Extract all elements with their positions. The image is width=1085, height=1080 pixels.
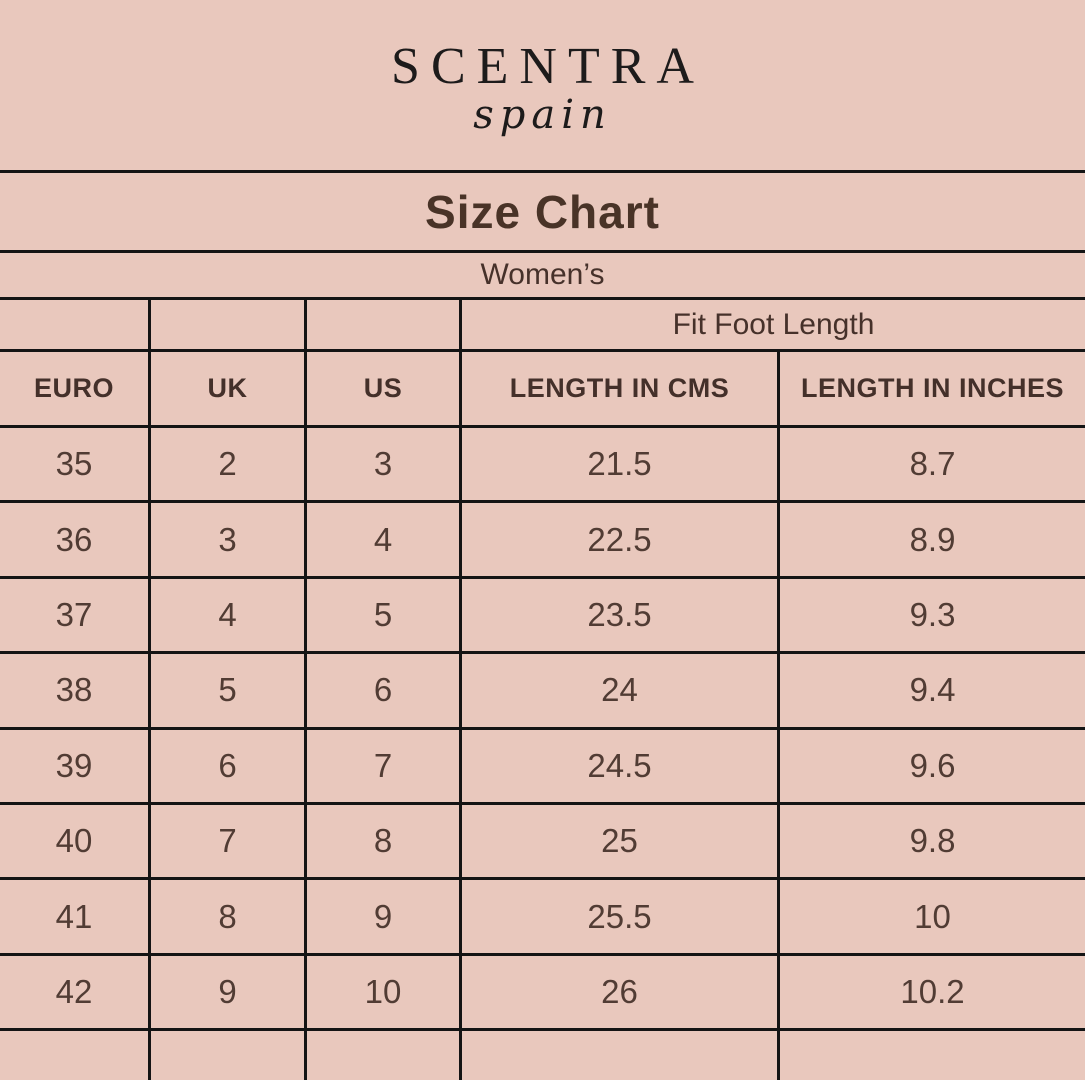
cell-uk: 2 <box>151 428 307 500</box>
col-header-uk: UK <box>151 352 307 425</box>
cell-uk: 6 <box>151 730 307 802</box>
cell-uk: 9 <box>151 956 307 1028</box>
col-header-length-cms: LENGTH IN CMS <box>462 352 780 425</box>
cell-euro: 39 <box>0 730 151 802</box>
section-subtitle: Women’s <box>480 258 605 291</box>
cell-length-inches: 9.4 <box>909 671 956 709</box>
cell-length-inches: 9.6 <box>909 746 956 784</box>
brand-tagline: spain <box>473 92 612 138</box>
cell-us: 5 <box>307 579 462 651</box>
cell-length-inches: 9.3 <box>909 595 956 633</box>
cell-length-inches: 8.9 <box>909 520 956 558</box>
cell-length-inches: 8.7 <box>909 445 956 483</box>
section-subtitle-band <box>0 253 1085 300</box>
cell-length-cms <box>462 1031 780 1080</box>
cell-us: 7 <box>307 730 462 802</box>
cell-uk: 7 <box>151 805 307 877</box>
cell-uk: 4 <box>151 579 307 651</box>
table-row <box>0 956 1085 1031</box>
cell-length-cms: 24 <box>462 654 780 726</box>
cell-uk <box>151 1031 307 1080</box>
table-row <box>0 805 1085 880</box>
group-spacer-euro <box>0 300 151 349</box>
cell-us <box>307 1031 462 1080</box>
group-header-row <box>0 300 1085 352</box>
cell-us: 8 <box>307 805 462 877</box>
cell-length-cms: 26 <box>462 956 780 1028</box>
col-header-us: US <box>307 352 462 425</box>
cell-us: 6 <box>307 654 462 726</box>
cell-euro: 35 <box>0 428 151 500</box>
cell-euro: 40 <box>0 805 151 877</box>
cell-uk: 8 <box>151 880 307 952</box>
group-header-label: Fit Foot Length <box>672 307 875 341</box>
cell-length-inches: 10 <box>914 897 951 935</box>
cell-us: 3 <box>307 428 462 500</box>
table-row <box>0 730 1085 805</box>
table-row <box>0 579 1085 654</box>
brand-name: SCENTRA <box>391 38 705 95</box>
brand-logo <box>0 0 1085 173</box>
cell-us: 10 <box>307 956 462 1028</box>
cell-length-cms: 21.5 <box>462 428 780 500</box>
cell-us: 4 <box>307 503 462 575</box>
cell-length-cms: 23.5 <box>462 579 780 651</box>
group-header-cell <box>462 300 1085 349</box>
cell-uk: 3 <box>151 503 307 575</box>
col-header-length-inches: LENGTH IN INCHES <box>800 373 1064 403</box>
group-spacer-uk <box>151 300 307 349</box>
table-row <box>0 880 1085 955</box>
cell-length-inches <box>780 1031 1085 1080</box>
col-header-euro: EURO <box>0 352 151 425</box>
cell-length-inches: 9.8 <box>909 822 956 860</box>
cell-uk: 5 <box>151 654 307 726</box>
cell-euro <box>0 1031 151 1080</box>
cell-length-cms: 22.5 <box>462 503 780 575</box>
table-row <box>0 654 1085 729</box>
cell-euro: 42 <box>0 956 151 1028</box>
size-table <box>0 300 1085 1080</box>
group-spacer-us <box>307 300 462 349</box>
cell-length-inches: 10.2 <box>900 972 965 1010</box>
cell-length-cms: 24.5 <box>462 730 780 802</box>
cell-euro: 36 <box>0 503 151 575</box>
cell-us: 9 <box>307 880 462 952</box>
cell-euro: 38 <box>0 654 151 726</box>
table-row <box>0 503 1085 578</box>
table-row <box>0 428 1085 503</box>
cell-euro: 37 <box>0 579 151 651</box>
column-header-row <box>0 352 1085 428</box>
cell-length-cms: 25.5 <box>462 880 780 952</box>
cell-length-cms: 25 <box>462 805 780 877</box>
page-title-band <box>0 173 1085 253</box>
table-row-empty <box>0 1031 1085 1080</box>
cell-euro: 41 <box>0 880 151 952</box>
page-title: Size Chart <box>425 185 660 238</box>
